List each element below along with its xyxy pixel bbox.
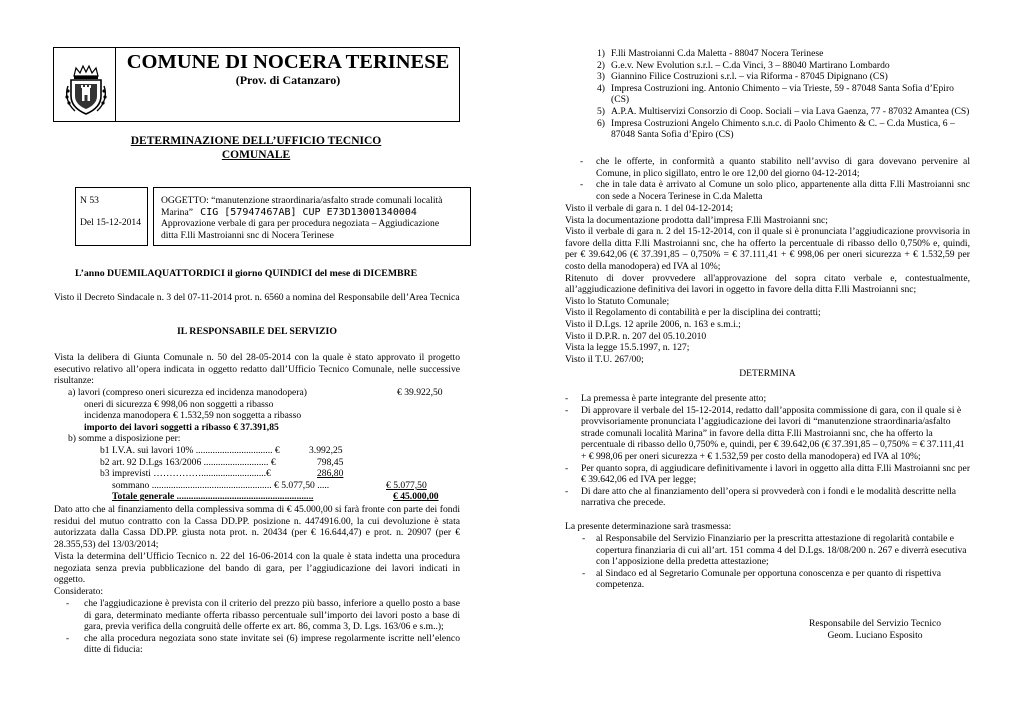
list-item-text: al Sindaco ed al Segretario Comunale per opportuna conoscenza e per quanto di rispettiva competenza. xyxy=(596,567,941,591)
object-line: OGGETTO: “manutenzione straordinaria/asfalto strade comunali località xyxy=(161,195,443,206)
list-item xyxy=(580,179,970,202)
firm-number: 4) xyxy=(597,82,605,94)
cost-a-sub: oneri di sicurezza € 998,06 non soggetti a ribasso xyxy=(84,398,274,410)
list-item xyxy=(565,393,970,405)
signature-name: Geom. Luciano Esposito xyxy=(827,629,923,641)
cost-row-sommano xyxy=(68,480,460,492)
cost-b2-value: 798,45 xyxy=(317,456,344,468)
cost-b2-label: b2 art. 92 D.Lgs 163/2006 ........................... € xyxy=(100,456,276,468)
firm-number: 3) xyxy=(597,71,605,83)
list-item-text: Per quanto sopra, di aggiudicare definitivamente i lavori in oggetto alla ditta F.lli Mastroianni snc per € 39.642,06 ed IVA per legge; xyxy=(581,462,971,486)
firm-item xyxy=(597,60,970,72)
page-subtitle: (Prov. di Catanzaro) xyxy=(235,73,341,87)
firm-number: 6) xyxy=(597,117,605,129)
right-paragraphs xyxy=(565,203,970,365)
right-paragraph: Ritenuto di dover provvedere all'approvazione del sopra citato verbale e, contestualmente, all’aggiudicazione definitiva dei lavori in oggetto in favore della ditta F.lli Mastroianni snc; xyxy=(565,272,970,296)
finanziamento-paragraph: Dato atto che al finanziamento della complessiva somma di € 45.000,00 si farà fronte con parte dei fondi residui del mutuo contratto con la Cassa DD.PP. posizione n. 4474916.00, la cui devoluzione è stata autorizzata dalla Cassa DD.PP. giusta nota prot. n. 20434 (per € 16.644,47) e prot. n. 20907 (per € 28.355,53) del 13/03/2014; xyxy=(54,504,460,550)
list-dash: - xyxy=(582,533,586,544)
list-dash: - xyxy=(565,485,569,497)
list-item xyxy=(582,533,970,568)
cost-a-sub: importo dei lavori soggetti a ribasso € 37.391,85 xyxy=(84,421,279,433)
firm-item xyxy=(597,118,970,141)
firms-list xyxy=(597,48,970,141)
list-item-text: Di approvare il verbale del 15-12-2014, redatto dall’apposita commissione di gara, con il quale si è provvisoriamente pronunciata l’aggiudicazione dei lavori di “manutenzione straordinaria/asfalto strade comunali località Marina” in favore della ditta F.lli Mastroianni snc, che ha offerto la percentuale di ribasso dello 0,750% e, quindi, per € 39.642,06 (€ 37.391,85 – 0,750% = € 37.111,41 + € 998,06 per oneri sicurezza + € 1.532,59 per costo della manodopera) ed IVA al 10%; xyxy=(581,404,965,462)
object-line: ditta F.lli Mastroianni snc di Nocera Terinese xyxy=(161,229,334,241)
firm-text: Impresa Costruzioni Angelo Chimento s.n.c. di Paolo Chimento & C. – C.da Mustica, 6 – 87048 Santa Sofia d’Epiro (CS) xyxy=(611,117,955,141)
intro-date-line: L’anno DUEMILAQUATTORDICI il giorno QUINDICI del mese di DICEMBRE xyxy=(75,268,418,279)
object-text xyxy=(161,195,467,241)
right-paragraph: Visto il D.Lgs. 12 aprile 2006, n. 163 e s.m.i.; xyxy=(565,318,741,330)
right-paragraph: Vista la legge 15.5.1997, n. 127; xyxy=(565,342,690,354)
signature-block xyxy=(760,618,990,641)
page-title: COMUNE DI NOCERA TERINESE xyxy=(126,51,450,73)
determination-date: Del 15-12-2014 xyxy=(80,217,142,228)
right-paragraph: Visto il verbale di gara n. 2 del 15-12-2014, con il quale si è pronunciata l’aggiudicazione provvisoria in favore della ditta F.lli Mastroianni snc, che ha offerto la percentuale di ribasso dello 0,750% e, quindi, per € 39.642,06 (€ 37.391,85 – 0,750% = € 37.111,41 + € 998,06 per oneri sicurezza + € 1.532,59 per costo della manodopera) ed IVA al 10%; xyxy=(565,226,970,272)
list-item xyxy=(565,405,970,463)
cost-b1-value: 3.992,25 xyxy=(309,444,343,456)
right-paragraph: Visto lo Statuto Comunale; xyxy=(565,295,670,307)
list-item-text: La premessa è parte integrante del presente atto; xyxy=(581,393,767,404)
determina-heading: DETERMINA xyxy=(739,368,796,379)
list-item-text: che l'aggiudicazione è prevista con il criterio del prezzo più basso, inferiore a quello posto a base di gara, determinato mediante offerta ribasso percentuale sull’importo dei lavori posto a base di gara, previa verifica della congruità delle offerte ex art. 86, comma 3, D. Lgs. 163/06 e s.m..); xyxy=(84,598,460,633)
list-item xyxy=(66,598,460,633)
signature-role: Responsabile del Servizio Tecnico xyxy=(808,618,942,629)
list-item xyxy=(66,633,460,656)
list-dash: - xyxy=(565,393,569,404)
firm-number: 2) xyxy=(597,59,605,71)
firm-number: 1) xyxy=(597,48,605,59)
cost-table xyxy=(68,387,460,503)
firm-text: A.P.A. Multiservizi Consorzio di Coop. Sociali – via Lava Gaenza, 77 - 87032 Amantea (CS) xyxy=(611,105,970,117)
visto-decreto: Visto il Decreto Sindacale n. 3 del 07-11-2014 prot. n. 6560 a nomina del Responsabile dell’Area Tecnica xyxy=(54,292,460,303)
right-paragraph: Visto il Regolamento di contabilità e per la disciplina dei contratti; xyxy=(565,307,821,319)
right-paragraph: Vista la documentazione prodotta dall’impresa F.lli Mastroianni snc; xyxy=(565,214,828,226)
list-dash: - xyxy=(66,598,70,609)
trasmessa-list xyxy=(582,533,970,591)
cost-row-b2 xyxy=(68,457,460,469)
municipal-crest-icon xyxy=(63,64,109,116)
delibera-paragraph: Vista la delibera di Giunta Comunale n. 50 del 28-05-2014 con la quale è stato approvato il progetto esecutivo relativo all’opera indicata in oggetto redatto dall’Ufficio Tecnico Comunale, nelle successive risultanze: xyxy=(54,352,460,387)
right-paragraph: Visto il verbale di gara n. 1 del 04-12-2014; xyxy=(565,203,734,214)
list-dash: - xyxy=(580,156,584,167)
cost-b-label: b) somme a disposizione per: xyxy=(68,433,181,445)
cig-cup-code: CIG [57947467AB] CUP E73D13001340004 xyxy=(200,206,417,218)
considerato-list xyxy=(66,598,460,656)
cost-a-sub: incidenza manodopera € 1.532,59 non soggetta a ribasso xyxy=(84,410,302,422)
firm-text: F.lli Mastroianni C.da Maletta - 88047 Nocera Terinese xyxy=(611,48,824,59)
list-dash: - xyxy=(565,462,569,474)
cost-row-totale xyxy=(68,491,460,503)
right-paragraph: Visto il D.P.R. n. 207 del 05.10.2010 xyxy=(565,330,707,342)
firm-text: G.e.v. New Evolution s.r.l. – C.da Vinci, 3 – 88040 Martirano Lombardo xyxy=(611,59,890,71)
determina-ufficio-paragraph: Vista la determina dell’Ufficio Tecnico n. 22 del 16-06-2014 con la quale è stata indetta una procedura negoziata senza previa pubblicazione del bando di gara, per l’aggiudicazione dei lavori indicati in oggetto. xyxy=(54,551,460,586)
determina-list xyxy=(565,393,970,509)
determination-title xyxy=(80,135,432,162)
object-line: Approvazione verbale di gara per procedura negoziata – Aggiudicazione xyxy=(161,218,440,230)
firm-text: Giannino Filice Costruzioni s.r.l. – via Riforma - 87045 Dipignano (CS) xyxy=(611,71,888,83)
list-item xyxy=(565,463,970,486)
firm-number: 5) xyxy=(597,105,605,117)
cost-a-value: € 39.922,50 xyxy=(397,387,443,398)
trasmessa-label: La presente determinazione sarà trasmessa: xyxy=(565,521,732,532)
list-item xyxy=(565,486,970,509)
cost-sommano-label: sommano .................................................. € 5.077,50 ..... xyxy=(112,479,330,491)
cost-b3-value: 286,80 xyxy=(317,468,344,480)
cost-totale-value: € 45.000,00 xyxy=(393,491,439,503)
list-dash: - xyxy=(66,632,70,644)
determination-title-line: COMUNALE xyxy=(221,148,291,161)
list-dash: - xyxy=(580,179,584,191)
right-dash-list xyxy=(580,156,970,202)
considerato-label: Considerato: xyxy=(54,586,104,597)
object-line xyxy=(161,207,467,219)
firm-item xyxy=(597,71,970,83)
list-dash: - xyxy=(582,567,586,579)
determination-number: N 53 xyxy=(80,195,99,206)
list-item-text: che in tale data è arrivato al Comune un solo plico, appartenente alla ditta F.lli Mastroianni snc con sede a Nocera Terinese in C.da Maletta xyxy=(596,179,970,202)
list-dash: - xyxy=(565,404,569,416)
right-paragraph: Visto il T.U. 267/00; xyxy=(565,353,644,365)
cost-b3-label: b3 imprevisti ……………...........................€ xyxy=(100,468,271,480)
cost-sommano-value: € 5.077,50 xyxy=(386,479,427,491)
list-item-text: Di dare atto che al finanziamento dell’opera si provvederà con i fondi e le modalità descritte nella narrativa che precede. xyxy=(581,485,957,509)
list-item-text: che alla procedura negoziata sono state invitate sei (6) imprese regolarmente iscritte nell’elenco ditte di fiducia: xyxy=(84,632,460,656)
firm-item xyxy=(597,48,970,60)
firm-text: Impresa Costruzioni ing. Antonio Chimento – via Trieste, 59 - 87048 Santa Sofia d’Epiro (CS) xyxy=(611,82,954,106)
firm-item xyxy=(597,83,970,106)
responsabile-heading: IL RESPONSABILE DEL SERVIZIO xyxy=(176,326,337,337)
determination-title-line: DETERMINAZIONE DELL’UFFICIO TECNICO xyxy=(130,135,382,147)
cost-totale-label: Totale generale ......................................................... xyxy=(112,491,314,503)
list-item-text: al Responsabile del Servizio Finanziario per la prescritta attestazione di regolarità contabile e copertura finanziaria di cui all’art. 151 comma 4 del D.Lgs. 18/08/200 n. 267 e diverrà esecutiva con l’apposizione della predetta attestazione; xyxy=(596,533,967,568)
object-marina: Marina” xyxy=(161,206,193,218)
cost-a-label: a) lavori (compreso oneri sicurezza ed incidenza manodopera) xyxy=(68,387,307,398)
list-item xyxy=(580,156,970,179)
firm-item xyxy=(597,106,970,118)
cost-row-b1 xyxy=(68,445,460,457)
list-item xyxy=(582,568,970,591)
list-item-text: che le offerte, in conformità a quanto stabilito nell’avviso di gara dovevano pervenire al Comune, in plico sigillato, entro le ore 12,00 del giorno 04-12-2014; xyxy=(596,156,970,179)
cost-row-a xyxy=(68,387,460,399)
cost-row-b3 xyxy=(68,468,460,480)
cost-b1-label: b1 I.V.A. sui lavori 10% ................................ € xyxy=(100,444,280,456)
